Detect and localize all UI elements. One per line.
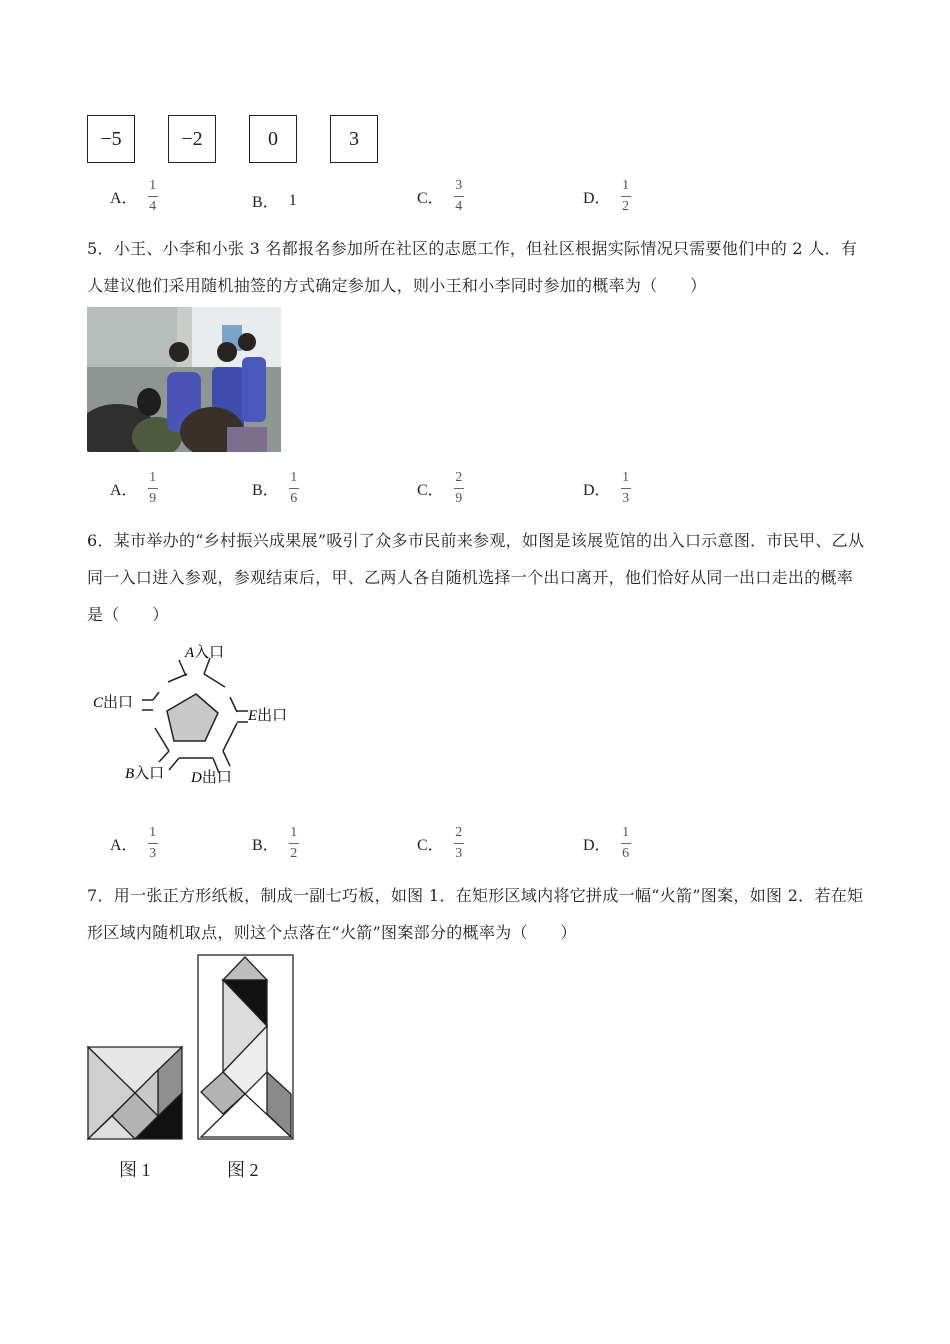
- label-a: A入口: [185, 645, 225, 661]
- card-0: 0: [249, 115, 297, 163]
- figure-2-label: 图 2: [227, 1160, 259, 1180]
- figure-1-label: 图 1: [119, 1160, 151, 1180]
- label-d: D出口: [191, 770, 232, 786]
- q6-text: 6．某市举办的“乡村振兴成果展”吸引了众多市民前来参观，如图是该展览馆的出入口示意图．市民甲、乙从同一入口进入参观，参观结束后，甲、乙两人各自随机选择一个出口离开，他们恰好从同一出口走出的概率是（ ）: [87, 531, 865, 624]
- label-c: C出口: [93, 695, 134, 711]
- fraction: $\frac{1}{9}$: [149, 470, 157, 506]
- card-3: 3: [330, 115, 378, 163]
- exhibition-entrance-diagram: [87, 638, 307, 788]
- tangram-figure-1: [87, 1046, 183, 1140]
- fraction: $\frac{2}{9}$: [455, 470, 463, 506]
- fraction: $\frac{1}{6}$: [290, 470, 298, 506]
- q4-option-d[interactable]: D． $\frac{1}{2}$: [583, 178, 630, 214]
- q4-option-a[interactable]: A． $\frac{1}{4}$: [110, 178, 157, 214]
- fraction: $\frac{1}{2}$: [622, 178, 630, 214]
- q4-option-c[interactable]: C． $\frac{3}{4}$: [417, 178, 463, 214]
- q5-text: 5．小王、小李和小张 3 名都报名参加所在社区的志愿工作，但社区根据实际情况只需要他们中的 2 人．有人建议他们采用随机抽签的方式确定参加人，则小王和小李同时参加的概率为（ ）: [87, 239, 858, 295]
- q5-option-c[interactable]: C． $\frac{2}{9}$: [417, 470, 463, 506]
- q5-option-d[interactable]: D． $\frac{1}{3}$: [583, 470, 630, 506]
- label-e: E出口: [248, 708, 288, 724]
- q5-option-b[interactable]: B． $\frac{1}{6}$: [252, 470, 298, 506]
- label-b: B入口: [125, 766, 165, 782]
- q6-option-c[interactable]: C． $\frac{2}{3}$: [417, 825, 463, 861]
- card-neg5: −5: [87, 115, 135, 163]
- tangram-figure-2-rocket: [197, 954, 294, 1140]
- q6-option-a[interactable]: A． $\frac{1}{3}$: [110, 825, 157, 861]
- fraction: $\frac{1}{4}$: [149, 178, 157, 214]
- fraction: $\frac{1}{2}$: [290, 825, 298, 861]
- fraction: $\frac{1}{3}$: [622, 470, 630, 506]
- card-neg2: −2: [168, 115, 216, 163]
- q6-option-d[interactable]: D． $\frac{1}{6}$: [583, 825, 630, 861]
- q7-text: 7．用一张正方形纸板，制成一副七巧板，如图 1．在矩形区域内将它拼成一幅“火箭”图案，如图 2．若在矩形区域内随机取点，则这个点落在“火箭”图案部分的概率为（ ）: [87, 886, 864, 942]
- fraction: $\frac{1}{6}$: [622, 825, 630, 861]
- q6-option-b[interactable]: B． $\frac{1}{2}$: [252, 825, 298, 861]
- fraction: $\frac{2}{3}$: [455, 825, 463, 861]
- q5-option-a[interactable]: A． $\frac{1}{9}$: [110, 470, 157, 506]
- volunteer-photo: [87, 307, 281, 452]
- q4-option-b[interactable]: B． 1: [252, 191, 297, 211]
- fraction: $\frac{3}{4}$: [455, 178, 463, 214]
- fraction: $\frac{1}{3}$: [149, 825, 157, 861]
